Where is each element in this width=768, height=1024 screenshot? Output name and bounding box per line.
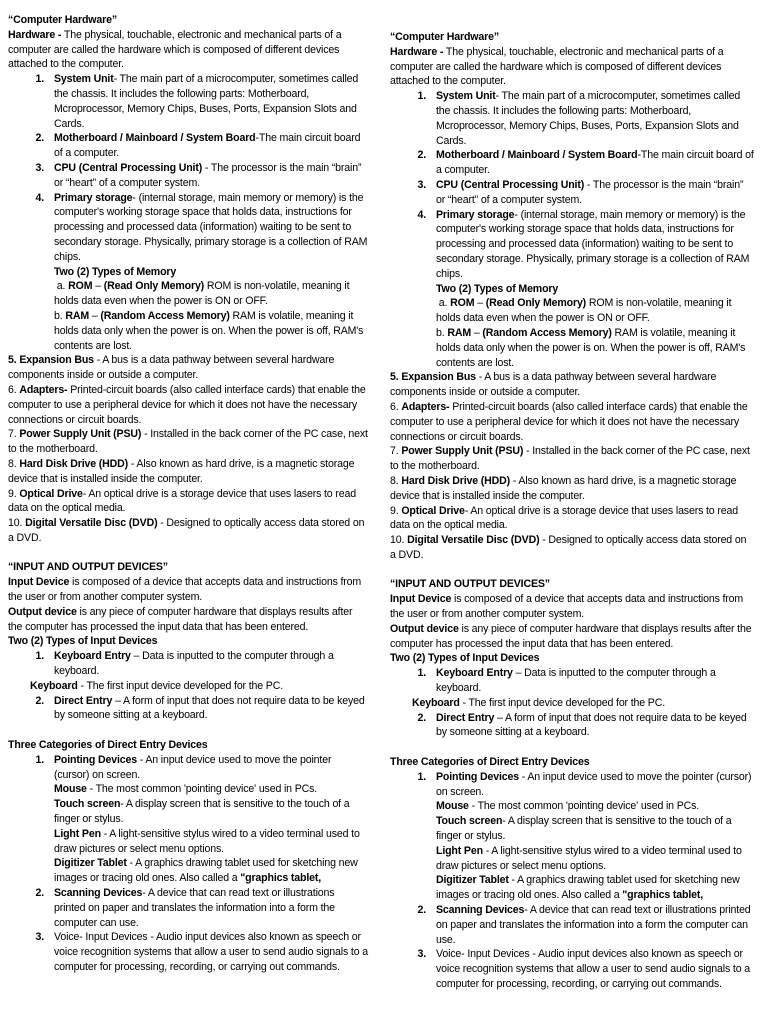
- memory-heading: Two (2) Types of Memory: [54, 265, 177, 278]
- output-device-definition: Output device is any piece of computer hardware that displays results after the computer has processed the input data that has been entered.: [8, 605, 353, 633]
- output-device-definition: Output device is any piece of computer hardware that displays results after the computer has processed the input data that has been entered.: [390, 622, 752, 650]
- hardware-title: “Computer Hardware”: [8, 14, 117, 26]
- list-item: 4. Primary storage- (internal storage, main memory or memory) is the computer's working storage space that holds data, instructions for processing and processed data (information) waiting to be sent to secondary storage. Physically, primary storage is a collection of RAM chips.: [35, 191, 368, 263]
- list-item: 7. Power Supply Unit (PSU) - Installed in the back corner of the PC case, next to the motherboard.: [8, 428, 368, 456]
- list-item: 5. Expansion Bus - A bus is a data pathway between several hardware components inside or outside a computer.: [390, 371, 717, 399]
- list-item: 3. CPU (Central Processing Unit) - The processor is the main “brain” or “heart” of a computer system.: [417, 178, 744, 206]
- mouse-definition: Mouse - The most common 'pointing device' used in PCs.: [436, 800, 700, 813]
- digitizer-definition: Digitizer Tablet - A graphics drawing tablet used for sketching new images or tracing old ones. Also called a "graphics tablet,: [436, 874, 740, 902]
- list-item: 2. Direct Entry – A form of input that does not require data to be keyed by someone sitting at a keyboard.: [417, 711, 747, 739]
- categories-heading: Three Categories of Direct Entry Devices: [390, 756, 590, 769]
- touch-screen-definition: Touch screen- A display screen that is sensitive to the touch of a finger or stylus.: [54, 798, 350, 826]
- keyboard-definition: Keyboard - The first input device developed for the PC.: [30, 679, 284, 692]
- list-item: 1. Pointing Devices - An input device used to move the pointer (cursor) on screen.: [417, 770, 752, 798]
- hardware-definition: Hardware - The physical, touchable, electronic and mechanical parts of a computer are called the hardware which is composed of different devices attached to the computer.: [390, 45, 724, 88]
- list-item: 4. Primary storage- (internal storage, main memory or memory) is the computer's working storage space that holds data, instructions for processing and processed data (information) waiting to be sent to secondary storage. Physically, primary storage is a collection of RAM chips.: [417, 208, 750, 280]
- hardware-title: “Computer Hardware”: [390, 31, 499, 43]
- list-item: 9. Optical Drive- An optical drive is a storage device that uses lasers to read data on the optical media.: [8, 487, 356, 515]
- list-item: 1. Keyboard Entry – Data is inputted to the computer through a keyboard.: [417, 667, 716, 695]
- list-item: 10. Digital Versatile Disc (DVD) - Designed to optically access data stored on a DVD.: [8, 517, 365, 544]
- touch-screen-definition: Touch screen- A display screen that is sensitive to the touch of a finger or stylus.: [436, 815, 732, 843]
- list-item: 8. Hard Disk Drive (HDD) - Also known as hard drive, is a magnetic storage device that is installed inside the computer.: [390, 474, 737, 502]
- list-item: 8. Hard Disk Drive (HDD) - Also known as hard drive, is a magnetic storage device that is installed inside the computer.: [8, 457, 355, 485]
- digitizer-definition: Digitizer Tablet - A graphics drawing tablet used for sketching new images or tracing old ones. Also called a "graphics tablet,: [54, 857, 358, 885]
- hardware-definition: Hardware - The physical, touchable, electronic and mechanical parts of a computer are called the hardware which is composed of different devices attached to the computer.: [8, 28, 342, 71]
- list-item: 5. Expansion Bus - A bus is a data pathway between several hardware components inside or outside a computer.: [8, 354, 335, 382]
- list-item: 3. CPU (Central Processing Unit) - The processor is the main “brain” or “heart” of a computer system.: [35, 161, 362, 189]
- list-item: 1. Pointing Devices - An input device used to move the pointer (cursor) on screen.: [35, 753, 332, 781]
- ram-item: b. RAM – (Random Access Memory) RAM is volatile, meaning it holds data only when the power is on. When the power is off, RAM's contents are lost.: [54, 309, 364, 352]
- ram-item: b. RAM – (Random Access Memory) RAM is volatile, meaning it holds data only when the power is on. When the power is off, RAM's contents are lost.: [436, 326, 746, 369]
- list-item: 7. Power Supply Unit (PSU) - Installed in the back corner of the PC case, next to the motherboard.: [390, 445, 750, 473]
- list-item: 2. Motherboard / Mainboard / System Board-The main circuit board of a computer.: [417, 149, 754, 177]
- input-device-definition: Input Device is composed of a device that accepts data and instructions from the user or from another computer system.: [8, 576, 362, 604]
- rom-item: a. ROM – (Read Only Memory) ROM is non-volatile, meaning it holds data even when the power is ON or OFF.: [54, 280, 350, 308]
- io-title: “INPUT AND OUTPUT DEVICES”: [390, 578, 550, 591]
- list-item: 6. Adapters- Printed-circuit boards (also called interface cards) that enable the computer to use a peripheral device for which it does not have the necessary connections or circuit boards.: [8, 383, 366, 426]
- list-item: 1. System Unit- The main part of a microcomputer, sometimes called the chassis. It includes the following parts: Motherboard, Mcroprocessor, Memory Chips, Buses, Ports, Expansion Slots and Cards.: [417, 90, 741, 147]
- right-column: [390, 30, 754, 992]
- list-item: 2. Direct Entry – A form of input that does not require data to be keyed by someone sitting at a keyboard.: [35, 694, 365, 722]
- list-item: 3. Voice- Input Devices - Audio input devices also known as speech or voice recognition systems that allow a user to send audio signals to a computer for processing, recording, or carrying out commands.: [35, 931, 368, 973]
- list-item: 9. Optical Drive- An optical drive is a storage device that uses lasers to read data on the optical media.: [390, 504, 738, 532]
- mouse-definition: Mouse - The most common 'pointing device' used in PCs.: [54, 783, 318, 796]
- list-item: 3. Voice- Input Devices - Audio input devices also known as speech or voice recognition systems that allow a user to send audio signals to a computer for processing, recording, or carrying out commands.: [417, 948, 750, 990]
- list-item: 1. Keyboard Entry – Data is inputted to the computer through a keyboard.: [35, 650, 334, 678]
- keyboard-definition: Keyboard - The first input device developed for the PC.: [412, 696, 666, 709]
- list-item: 6. Adapters- Printed-circuit boards (also called interface cards) that enable the computer to use a peripheral device for which it does not have the necessary connections or circuit boards.: [390, 400, 748, 443]
- rom-item: a. ROM – (Read Only Memory) ROM is non-volatile, meaning it holds data even when the power is ON or OFF.: [436, 297, 732, 325]
- list-item: 10. Digital Versatile Disc (DVD) - Designed to optically access data stored on a DVD.: [390, 534, 747, 561]
- input-types-heading: Two (2) Types of Input Devices: [8, 635, 158, 648]
- categories-heading: Three Categories of Direct Entry Devices: [8, 739, 208, 752]
- list-item: 1. System Unit- The main part of a microcomputer, sometimes called the chassis. It includes the following parts: Motherboard, Mcroprocessor, Memory Chips, Buses, Ports, Expansion Slots and Cards.: [35, 73, 359, 130]
- list-item: 2. Scanning Devices- A device that can read text or illustrations printed on paper and translates the information into a form the computer can use.: [35, 887, 335, 929]
- left-column: [8, 13, 368, 975]
- input-device-definition: Input Device is composed of a device that accepts data and instructions from the user or from another computer system.: [390, 593, 744, 621]
- memory-heading: Two (2) Types of Memory: [436, 282, 559, 295]
- list-item: 2. Scanning Devices- A device that can read text or illustrations printed on paper and translates the information into a form the computer can use.: [417, 904, 751, 946]
- list-item: 2. Motherboard / Mainboard / System Board-The main circuit board of a computer.: [35, 132, 361, 160]
- light-pen-definition: Light Pen - A light-sensitive stylus wired to a video terminal used to draw pictures or select menu options.: [54, 827, 360, 855]
- input-types-heading: Two (2) Types of Input Devices: [390, 652, 540, 665]
- light-pen-definition: Light Pen - A light-sensitive stylus wired to a video terminal used to draw pictures or select menu options.: [436, 844, 742, 872]
- io-title: “INPUT AND OUTPUT DEVICES”: [8, 561, 168, 574]
